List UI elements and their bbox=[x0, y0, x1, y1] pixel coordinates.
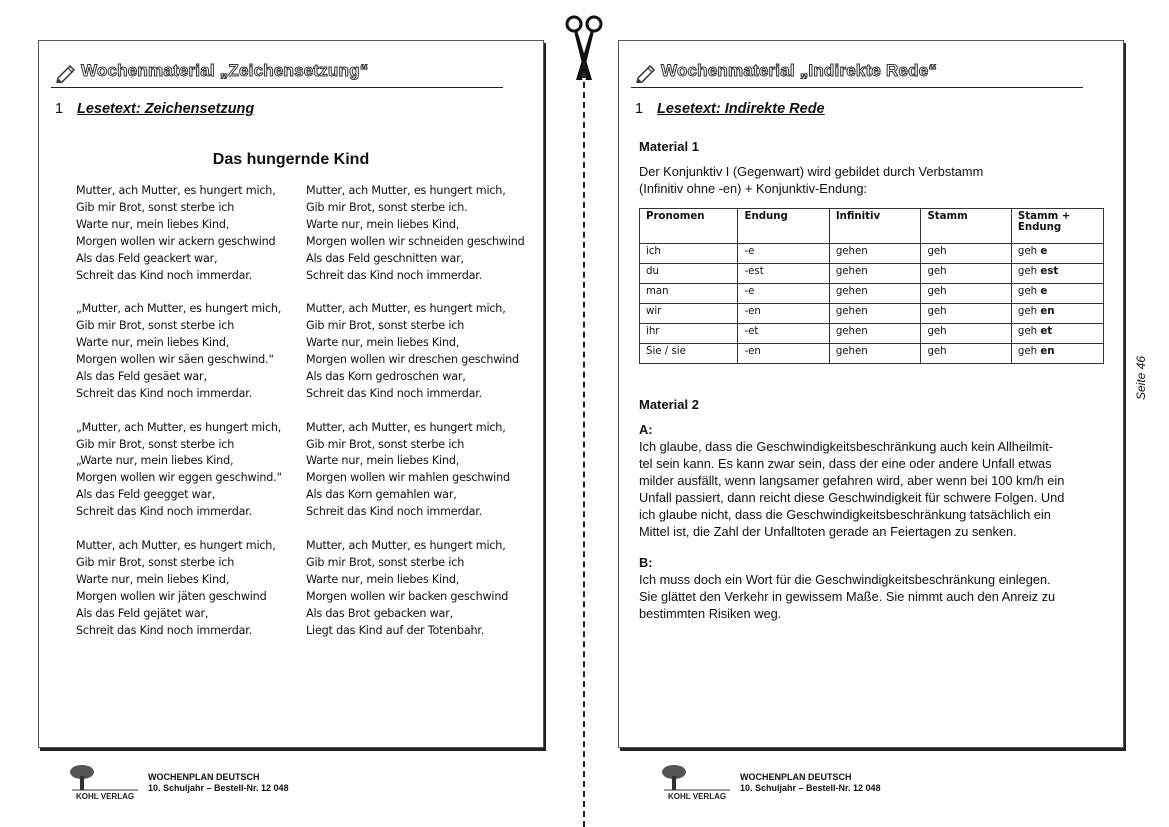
table-cell: du bbox=[640, 264, 738, 284]
intro-line: Der Konjunktiv I (Gegenwart) wird gebildet durch Verbstamm bbox=[639, 164, 984, 179]
text-line: milder ausfällt, wenn langsamer gefahren wird, aber wenn bei 100 km/h ein bbox=[639, 473, 1065, 488]
poem-line: Mutter, ach Mutter, es hungert mich, bbox=[306, 184, 506, 197]
footer-text bbox=[740, 772, 881, 794]
table-cell: gehen bbox=[829, 264, 921, 284]
table-cell: gehen bbox=[829, 304, 921, 324]
poem-stanza bbox=[76, 538, 282, 639]
stamm-part: geh bbox=[1017, 326, 1038, 337]
poem-line: Als das Feld geegget war, bbox=[76, 488, 216, 502]
footer-title: WOCHENPLAN DEUTSCH bbox=[148, 772, 260, 782]
poem-line: Warte nur, mein liebes Kind, bbox=[306, 572, 460, 586]
poem-line: Schreit das Kind noch immerdar. bbox=[306, 386, 482, 400]
table-cell-stamm-endung bbox=[1011, 284, 1103, 304]
poem-line: Schreit das Kind noch immerdar. bbox=[76, 505, 252, 519]
poem-line: Morgen wollen wir ackern geschwind bbox=[76, 234, 276, 248]
poem-line: Morgen wollen wir mahlen geschwind bbox=[306, 471, 510, 485]
endung-part: e bbox=[1040, 246, 1048, 257]
poem-line: Gib mir Brot, sonst sterbe ich bbox=[76, 200, 235, 214]
text-line: Ich glaube, dass die Geschwindigkeitsbeschränkung auch kein Allheilmit- bbox=[639, 439, 1053, 454]
poem-line: Als das Korn gedroschen war, bbox=[306, 369, 466, 383]
poem-line: Warte nur, mein liebes Kind, bbox=[76, 336, 230, 350]
poem-line: Morgen wollen wir schneiden geschwind bbox=[306, 234, 525, 248]
poem-line: Schreit das Kind noch immerdar. bbox=[76, 268, 252, 282]
poem-line: Warte nur, mein liebes Kind, bbox=[306, 454, 460, 468]
poem-line: Als das Feld geackert war, bbox=[76, 251, 218, 265]
table-cell: -et bbox=[738, 324, 829, 344]
stamm-part: geh bbox=[1017, 246, 1038, 257]
footer-title: WOCHENPLAN DEUTSCH bbox=[740, 772, 852, 782]
table-cell: Sie / sie bbox=[640, 344, 738, 364]
poem-line: Gib mir Brot, sonst sterbe ich bbox=[76, 555, 235, 569]
table-cell-stamm-endung bbox=[1011, 304, 1103, 324]
stamm-part: geh bbox=[1017, 286, 1038, 297]
text-line: Ich muss doch ein Wort für die Geschwindigkeitsbeschränkung einlegen. bbox=[639, 572, 1051, 587]
poem-stanza bbox=[306, 420, 525, 521]
statement-b-text bbox=[639, 571, 1109, 622]
table-cell: ihr bbox=[640, 324, 738, 344]
page-number: Seite 46 bbox=[1134, 355, 1148, 400]
table-row bbox=[640, 264, 1104, 284]
table-cell: gehen bbox=[829, 324, 921, 344]
material-1-heading: Material 1 bbox=[639, 139, 699, 154]
text-line: bestimmten Risiken weg. bbox=[639, 606, 782, 621]
poem-line: Gib mir Brot, sonst sterbe ich bbox=[76, 437, 235, 451]
poem-stanza bbox=[76, 301, 282, 402]
table-cell: geh bbox=[921, 304, 1011, 324]
publisher-logo bbox=[660, 764, 740, 804]
footer-text bbox=[148, 772, 289, 794]
table-cell: geh bbox=[921, 344, 1011, 364]
table-cell: man bbox=[640, 284, 738, 304]
publisher-logo bbox=[68, 764, 148, 804]
table-cell: -en bbox=[738, 344, 829, 364]
table-cell: ich bbox=[640, 244, 738, 264]
poem-line: Morgen wollen wir jäten geschwind bbox=[76, 589, 267, 603]
poem-line: Gib mir Brot, sonst sterbe ich. bbox=[306, 200, 468, 214]
table-cell: geh bbox=[921, 264, 1011, 284]
table-row bbox=[640, 324, 1104, 344]
table-cell: -e bbox=[738, 244, 829, 264]
right-section-heading bbox=[635, 101, 825, 117]
poem-line: Schreit das Kind noch immerdar. bbox=[76, 386, 252, 400]
poem-line: „Mutter, ach Mutter, es hungert mich, bbox=[76, 302, 282, 316]
poem-line: „Mutter, ach Mutter, es hungert mich, bbox=[76, 420, 282, 434]
poem-line: Morgen wollen wir dreschen geschwind bbox=[306, 353, 519, 367]
footer-order-info: 10. Schuljahr – Bestell-Nr. 12 048 bbox=[148, 783, 289, 793]
right-worksheet-panel bbox=[618, 40, 1124, 748]
poem-line: Liegt das Kind auf der Totenbahr. bbox=[306, 623, 485, 637]
poem-line: Mutter, ach Mutter, es hungert mich, bbox=[306, 302, 506, 316]
table-cell: wir bbox=[640, 304, 738, 324]
table-cell: -e bbox=[738, 284, 829, 304]
poem-line: Als das Korn gemahlen war, bbox=[306, 488, 457, 502]
pencil-icon bbox=[635, 61, 657, 83]
poem-line: Gib mir Brot, sonst sterbe ich bbox=[306, 437, 465, 451]
poem-line: Morgen wollen wir säen geschwind.“ bbox=[76, 353, 274, 367]
endung-part: en bbox=[1040, 306, 1055, 317]
poem-column-2 bbox=[306, 183, 525, 656]
table-cell: gehen bbox=[829, 244, 921, 264]
table-cell-stamm-endung bbox=[1011, 244, 1103, 264]
table-row bbox=[640, 284, 1104, 304]
table-header-cell: Pronomen bbox=[640, 209, 738, 244]
material-1-intro bbox=[639, 163, 983, 197]
svg-text:KOHL VERLAG: KOHL VERLAG bbox=[668, 792, 727, 801]
poem-line: Als das Feld gejätet war, bbox=[76, 606, 209, 620]
table-cell: geh bbox=[921, 244, 1011, 264]
statement-a-text bbox=[639, 438, 1109, 540]
left-title-row bbox=[51, 59, 503, 88]
table-header-cell: Stamm + Endung bbox=[1011, 209, 1103, 244]
table-cell: geh bbox=[921, 284, 1011, 304]
left-section-heading bbox=[55, 101, 254, 117]
poem-title: Das hungernde Kind bbox=[212, 151, 370, 168]
poem-line: Mutter, ach Mutter, es hungert mich, bbox=[76, 184, 276, 197]
pencil-icon bbox=[55, 61, 77, 83]
poem-stanza bbox=[76, 183, 282, 284]
poem-line: Mutter, ach Mutter, es hungert mich, bbox=[306, 538, 506, 552]
table-header-cell: Endung bbox=[738, 209, 829, 244]
text-line: ich glaube nicht, dass die Geschwindigkeitsbeschränkung tatsächlich ein bbox=[639, 507, 1051, 522]
poem-line: Schreit das Kind noch immerdar. bbox=[306, 268, 482, 282]
poem-line: Warte nur, mein liebes Kind, bbox=[306, 336, 460, 350]
poem-line: Gib mir Brot, sonst sterbe ich bbox=[76, 319, 235, 333]
table-header-cell: Infinitiv bbox=[829, 209, 921, 244]
table-cell-stamm-endung bbox=[1011, 344, 1103, 364]
endung-part: en bbox=[1040, 346, 1055, 357]
poem-line: Schreit das Kind noch immerdar. bbox=[306, 505, 482, 519]
poem-line: „Warte nur, mein liebes Kind, bbox=[76, 454, 234, 468]
conjugation-table bbox=[639, 208, 1104, 364]
poem-line: Gib mir Brot, sonst sterbe ich bbox=[306, 555, 465, 569]
table-header-cell: Stamm bbox=[921, 209, 1011, 244]
table-header-row bbox=[640, 209, 1104, 244]
poem-stanza bbox=[306, 301, 525, 402]
table-cell-stamm-endung bbox=[1011, 264, 1103, 284]
table-row bbox=[640, 304, 1104, 324]
svg-text:KOHL VERLAG: KOHL VERLAG bbox=[76, 792, 135, 801]
table-cell: -est bbox=[738, 264, 829, 284]
stamm-part: geh bbox=[1017, 346, 1038, 357]
stamm-part: geh bbox=[1017, 306, 1038, 317]
poem-column-1 bbox=[76, 183, 282, 656]
stamm-part: geh bbox=[1017, 266, 1038, 277]
statement-a bbox=[639, 421, 1109, 540]
left-worksheet-panel bbox=[38, 40, 544, 748]
section-title: Lesetext: Zeichensetzung bbox=[77, 101, 255, 117]
table-row bbox=[640, 244, 1104, 264]
poem-line: Morgen wollen wir eggen geschwind.“ bbox=[76, 471, 283, 485]
statement-b bbox=[639, 554, 1109, 622]
table-cell-stamm-endung bbox=[1011, 324, 1103, 344]
poem-stanza bbox=[306, 183, 525, 284]
poem-line: Als das Brot gebacken war, bbox=[306, 606, 453, 620]
statement-a-label: A: bbox=[639, 422, 653, 437]
section-title: Lesetext: Indirekte Rede bbox=[657, 101, 825, 117]
poem-line: Mutter, ach Mutter, es hungert mich, bbox=[306, 420, 506, 434]
text-line: Sie glättet den Verkehr in gewissem Maße. Sie nimmt auch den Anreiz zu bbox=[639, 589, 1056, 604]
footer-order-info: 10. Schuljahr – Bestell-Nr. 12 048 bbox=[740, 783, 881, 793]
poem-line: Gib mir Brot, sonst sterbe ich bbox=[306, 319, 465, 333]
poem-stanza bbox=[306, 538, 525, 639]
right-page-title: Wochenmaterial „Indirekte Rede“ bbox=[661, 61, 938, 80]
right-title-row bbox=[631, 59, 1083, 88]
left-page-title: Wochenmaterial „Zeichensetzung“ bbox=[81, 61, 369, 80]
table-cell: -en bbox=[738, 304, 829, 324]
poem-line: Warte nur, mein liebes Kind, bbox=[306, 217, 460, 231]
table-cell: gehen bbox=[829, 284, 921, 304]
poem-line: Warte nur, mein liebes Kind, bbox=[76, 217, 230, 231]
poem-stanza bbox=[76, 420, 282, 521]
intro-line: (Infinitiv ohne -en) + Konjunktiv-Endung: bbox=[639, 181, 867, 196]
section-number: 1 bbox=[55, 101, 64, 117]
text-line: tel sein kann. Es kann zwar sein, dass der eine oder andere Unfall etwas bbox=[639, 456, 1052, 471]
table-cell: geh bbox=[921, 324, 1011, 344]
material-2-heading: Material 2 bbox=[639, 397, 699, 412]
statement-b-label: B: bbox=[639, 555, 653, 570]
text-line: Unfall passiert, dann reicht diese Geschwindigkeit für schwere Folgen. Und bbox=[639, 490, 1065, 505]
poem-line: Morgen wollen wir backen geschwind bbox=[306, 589, 509, 603]
table-cell: gehen bbox=[829, 344, 921, 364]
poem-line: Als das Feld gesäet war, bbox=[76, 369, 207, 383]
poem-line: Mutter, ach Mutter, es hungert mich, bbox=[76, 538, 276, 552]
poem-line: Warte nur, mein liebes Kind, bbox=[76, 572, 230, 586]
poem-line: Schreit das Kind noch immerdar. bbox=[76, 623, 252, 637]
endung-part: et bbox=[1040, 326, 1053, 337]
cut-line bbox=[583, 62, 585, 827]
poem-line: Als das Feld geschnitten war, bbox=[306, 251, 464, 265]
text-line: Mittel ist, die Zahl der Unfalltoten gerade an Feiertagen zu senken. bbox=[639, 524, 1017, 539]
endung-part: e bbox=[1040, 286, 1048, 297]
section-number: 1 bbox=[635, 101, 644, 117]
table-row bbox=[640, 344, 1104, 364]
endung-part: est bbox=[1040, 266, 1059, 277]
